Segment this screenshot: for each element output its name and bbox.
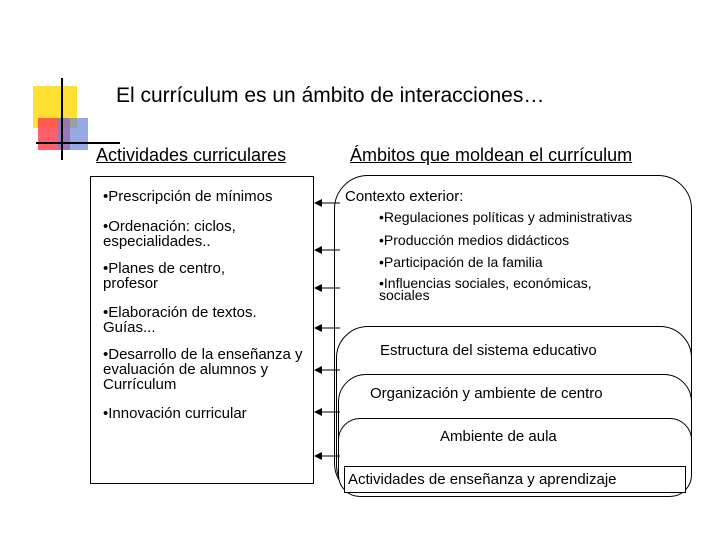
influence-arrows [300, 190, 350, 470]
context-item: •Influencias sociales, económicas, sociales [379, 275, 592, 303]
vertical-rule [61, 78, 63, 160]
activity-item: •Ordenación: ciclos, especialidades.. [103, 218, 236, 250]
activity-item: •Desarrollo de la enseñanza y evaluación de alumnos y Currículum [103, 346, 303, 393]
curricular-activities-box [90, 176, 314, 484]
level-label: Actividades de enseñanza y aprendizaje [348, 471, 617, 488]
activity-item: •Prescripción de mínimos [103, 188, 273, 205]
context-item: •Participación de la familia [379, 254, 543, 270]
activity-item: •Elaboración de textos. Guías... [103, 304, 257, 336]
level-label: Ambiente de aula [440, 428, 557, 445]
activity-item: •Innovación curricular [103, 405, 247, 422]
level-label: Estructura del sistema educativo [380, 342, 597, 359]
context-label: Contexto exterior: [345, 188, 464, 205]
activity-item: •Planes de centro, profesor [103, 260, 225, 292]
context-item: •Regulaciones políticas y administrativas [379, 209, 633, 225]
right-column-heading: Ámbitos que moldean el currículum [350, 145, 633, 165]
horizontal-rule [36, 142, 120, 144]
level-label: Organización y ambiente de centro [370, 385, 603, 402]
left-column-heading: Actividades curriculares [96, 145, 287, 165]
context-item: •Producción medios didácticos [379, 232, 570, 248]
page-title: El currículum es un ámbito de interacciones… [116, 84, 545, 107]
